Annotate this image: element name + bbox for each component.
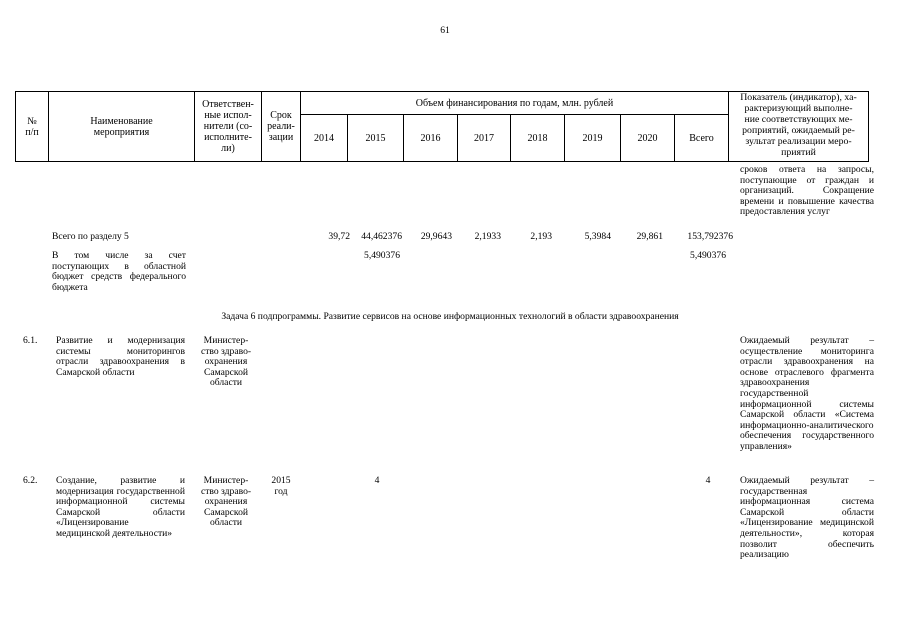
federal-row-label: В том числе за счет поступающих в областной бюджет средств федерального бюджета [52, 250, 186, 293]
item-total-value: 4 [705, 475, 711, 486]
total-2015: 44,462376 [361, 231, 402, 242]
col-indicator-header: Показатель (индикатор), ха- рактеризующий выполне- ние соответствующих ме- роприятий, ожидаемый ре- зультат реализации меро- приятий [729, 92, 869, 162]
task-title: Задача 6 подпрограммы. Развитие сервисов на основе информационных технологий в области здравоохранения [221, 311, 679, 322]
col-year-2014: 2014 [301, 115, 348, 162]
federal-total: 5,490376 [690, 250, 726, 261]
col-year-2016: 2016 [404, 115, 458, 162]
total-2018: 2,193 [530, 231, 552, 242]
item-name: Развитие и модернизация системы мониторингов отрасли здравоохранения в Самарской области [56, 335, 185, 378]
item-indicator: Ожидаемый результат – осуществление мониторинга отрасли здравоохранения на основе отраслевого фрагмента здравоохранения государственной информационной системы Самарской области «Система информационно-аналитического обеспечения государственного управления» [740, 335, 874, 452]
item-number: 6.2. [23, 475, 38, 486]
item-2015-value: 4 [374, 475, 380, 486]
col-year-2017: 2017 [458, 115, 511, 162]
total-2014: 39,72 [328, 231, 350, 242]
item-term: 2015 год [271, 475, 291, 497]
indicator-carryover-text: сроков ответа на запросы, поступающие от граждан и организаций. Сокращение времени и повышение качества предоставления услуг [740, 164, 874, 218]
col-year-2020: 2020 [621, 115, 675, 162]
col-num-header: № п/п [16, 92, 49, 162]
item-responsible: Министер- ство здраво- охранения Самарской области [200, 335, 252, 389]
col-responsible-header: Ответствен- ные испол- нители (со- исполните- ли) [195, 92, 262, 162]
col-funding-header: Объем финансирования по годам, млн. рублей [301, 92, 729, 115]
total-2016: 29,9643 [420, 231, 452, 242]
col-year-2018: 2018 [511, 115, 565, 162]
col-year-2015: 2015 [348, 115, 404, 162]
item-indicator: Ожидаемый результат – государственная информационная система Самарской области «Лицензирование медицинской деятельности», которая позволит обеспечить реализацию [740, 475, 874, 561]
total-2019: 5,3984 [584, 231, 611, 242]
total-row-label: Всего по разделу 5 [52, 231, 129, 242]
col-year-2019: 2019 [565, 115, 621, 162]
federal-2015: 5,490376 [364, 250, 400, 261]
total-2020: 29,861 [636, 231, 663, 242]
total-all: 153,792376 [687, 231, 733, 242]
total-2017: 2,1933 [474, 231, 501, 242]
item-name: Создание, развитие и модернизация государственной информационной системы Самарской области «Лицензирование медицинской деятельности» [56, 475, 185, 539]
col-name-header: Наименование мероприятия [49, 92, 195, 162]
page-number: 61 [440, 25, 450, 36]
item-number: 6.1. [23, 335, 38, 346]
table-header [15, 91, 869, 162]
item-responsible: Министер- ство здраво- охранения Самарской области [200, 475, 252, 529]
col-year-total: Всего [675, 115, 729, 162]
col-term-header: Срок реали- зации [262, 92, 301, 162]
